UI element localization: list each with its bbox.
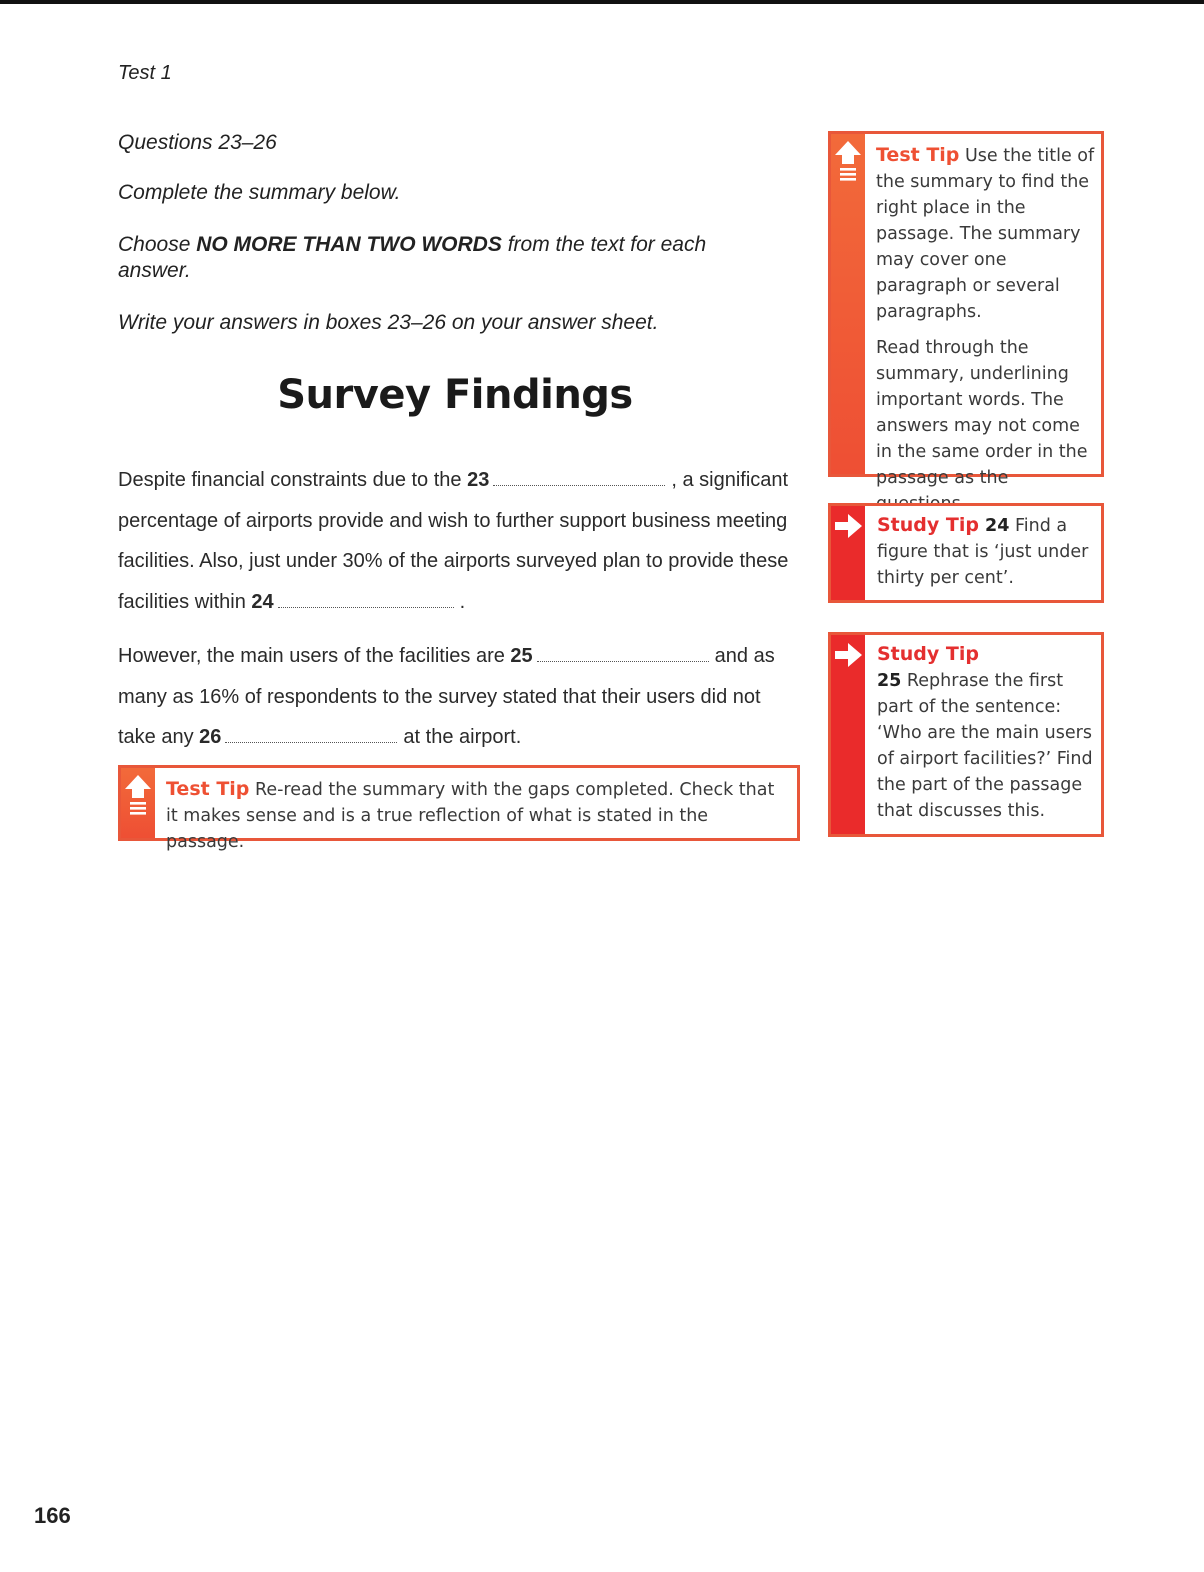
summary-paragraph-2	[118, 636, 798, 758]
summary-title: Survey Findings	[277, 372, 633, 418]
tip-strip	[121, 768, 155, 838]
up-arrow-icon	[124, 774, 152, 816]
answer-gap-25[interactable]	[537, 661, 709, 662]
p1-part-a: Despite financial constraints due to the	[118, 469, 468, 491]
test-tip-1-para-1	[876, 142, 1098, 325]
p2-part-b: and as many as 16% of respondents to the survey stated that their users did not take any	[118, 645, 775, 748]
study-tip-24-para	[877, 512, 1099, 591]
word-limit: NO MORE THAN TWO WORDS	[196, 233, 502, 256]
right-arrow-icon	[832, 511, 864, 541]
test-tip-label: Test Tip	[876, 144, 960, 166]
study-tip-24-text	[877, 512, 1099, 591]
study-tip-box-25	[828, 632, 1104, 837]
running-head: Test 1	[118, 62, 172, 84]
test-tip-1-text	[876, 142, 1098, 517]
study-tip-label: Study Tip	[877, 514, 979, 536]
question-25-number: 25	[510, 645, 533, 667]
test-tip-1-text-1: Use the title of the summary to find the right place in the passage. The summary may cover one paragraph or several paragraphs.	[876, 146, 1095, 322]
instruction-choose	[118, 232, 718, 284]
instructions	[118, 130, 718, 362]
answer-gap-23[interactable]	[493, 485, 665, 486]
instruction-write: Write your answers in boxes 23–26 on your answer sheet.	[118, 311, 659, 334]
questions-range: Questions 23–26	[118, 131, 277, 154]
test-tip-2-text	[166, 776, 786, 855]
up-arrow-icon	[834, 140, 862, 182]
tip-strip	[831, 134, 865, 474]
instruction-complete: Complete the summary below.	[118, 181, 401, 204]
study-tip-25-body: Rephrase the first part of the sentence: ‘Who are the main users of airport facilities?’ Find the part of the passage that discusses this.	[877, 671, 1093, 821]
test-tip-2-para	[166, 776, 786, 855]
test-tip-1-text-2: Read through the summary, underlining important words. The answers may not come in the same order in the passage as the	[876, 338, 1088, 488]
p2-part-c: at the airport.	[403, 726, 522, 748]
study-tip-box-24	[828, 503, 1104, 603]
test-tip-label: Test Tip	[166, 778, 250, 800]
summary-paragraph-1	[118, 460, 798, 622]
study-tip-25-number: 25	[877, 671, 902, 691]
test-tip-2-body: Re-read the summary with the gaps completed. Check that it makes sense and is a true reflection of what is stated in the passage.	[166, 780, 775, 852]
study-tip-label: Study Tip	[877, 643, 979, 665]
study-tip-24-body: Find a figure that is ‘just under thirty per cent’.	[877, 516, 1089, 588]
p2-part-a: However, the main users of the facilities are	[118, 645, 511, 667]
question-24-number: 24	[251, 590, 274, 613]
tip-strip	[831, 506, 865, 600]
choose-pre: Choose	[118, 233, 197, 256]
answer-gap-24[interactable]	[278, 607, 454, 608]
study-tip-25-text	[877, 641, 1099, 824]
top-edge-bar	[0, 0, 1204, 4]
study-tip-25-label-line	[877, 641, 1099, 668]
answer-gap-26[interactable]	[225, 742, 397, 743]
study-tip-24-number: 24	[978, 516, 1010, 536]
right-arrow-icon	[832, 640, 864, 670]
tip-strip	[831, 635, 865, 834]
question-23-number: 23	[467, 469, 490, 491]
choose-post: from the text for each answer.	[118, 233, 707, 282]
test-tip-box-1	[828, 131, 1104, 488]
question-26-number: 26	[199, 726, 222, 748]
page-number: 166	[34, 1503, 71, 1528]
p1-part-b: , a significant percentage of airports provide and wish to further support business meeting facilities. Also, just under 30% of the airports surveyed plan to provide these facilities within	[118, 469, 789, 613]
p1-part-c: .	[459, 590, 466, 613]
summary-text	[118, 460, 798, 772]
study-tip-25-para	[877, 668, 1099, 824]
test-tip-box-2	[118, 765, 800, 852]
